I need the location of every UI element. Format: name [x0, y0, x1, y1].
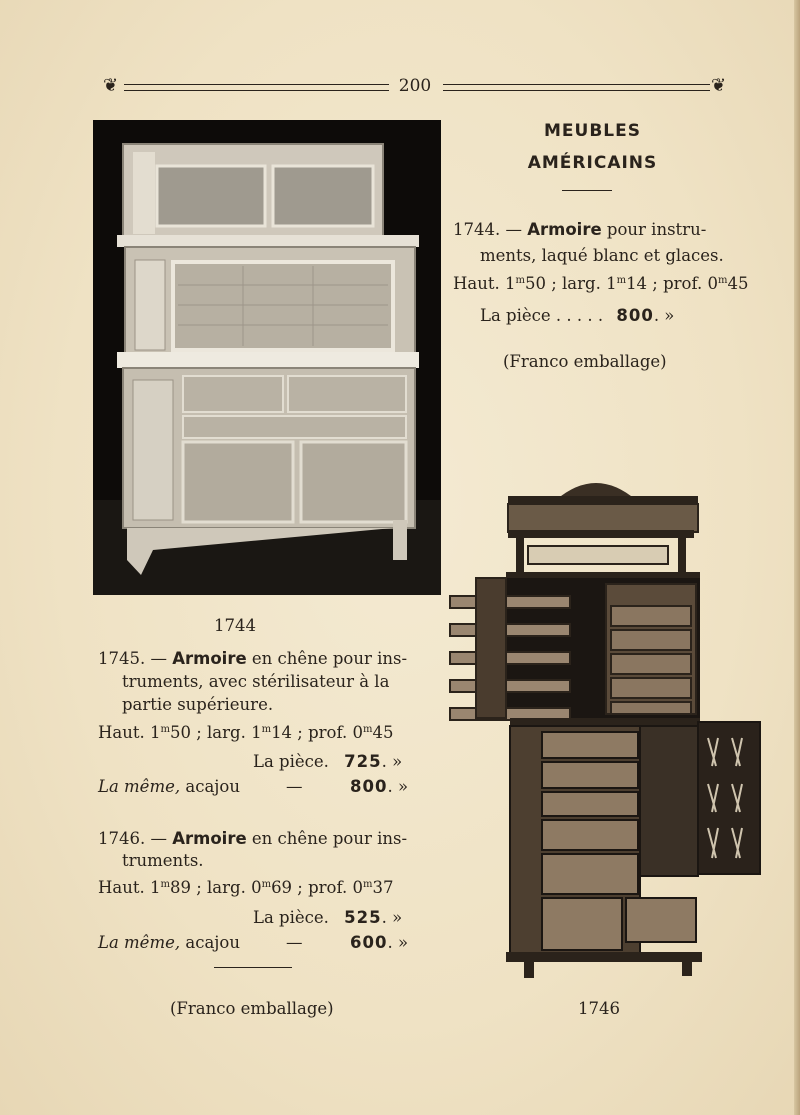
- item-1745-piece-label: La pièce.: [253, 752, 329, 771]
- dim-part: 69 ; prof. 0: [271, 878, 363, 897]
- item-1746-desc1: en chêne pour ins-: [251, 829, 408, 848]
- item-1745-price-line: [253, 749, 402, 775]
- item-1744-number: 1744.: [453, 220, 501, 239]
- item-1744-shipping: (Franco emballage): [503, 352, 667, 371]
- header-rule-left: [124, 84, 389, 91]
- item-1745-same-wood: acajou: [185, 777, 240, 796]
- dim-sup: m: [261, 724, 272, 735]
- caption-1744: 1744: [214, 616, 256, 635]
- dim-sup: m: [718, 275, 728, 286]
- item-1744-price-line: [480, 303, 674, 329]
- item-1744-piece-label: La pièce . . . . .: [480, 306, 604, 325]
- dim-part: 14 ; prof. 0: [626, 274, 718, 293]
- item-1746-same-label: La même,: [98, 933, 181, 952]
- footer-shipping: (Franco emballage): [170, 999, 334, 1018]
- page-number: 200: [398, 76, 432, 96]
- item-1744-price-suffix: . »: [653, 306, 675, 325]
- dim-sup: m: [363, 879, 373, 890]
- item-1744-desc1: pour instru-: [606, 220, 707, 239]
- item-1745-dash: —: [150, 649, 167, 668]
- dim-sup: m: [261, 879, 272, 890]
- dim-part: 45: [727, 274, 749, 293]
- item-1746-price: 525: [344, 908, 382, 927]
- dim-part: Haut. 1: [98, 723, 161, 742]
- item-1745-name: Armoire: [172, 649, 247, 668]
- item-1746-dimensions: [98, 875, 393, 901]
- item-1745-same-price: 800: [350, 777, 388, 796]
- item-1745-desc1: en chêne pour ins-: [251, 649, 408, 668]
- item-1744-line1: [453, 217, 706, 243]
- section-title-line2: AMÉRICAINS: [527, 153, 658, 173]
- dim-part: 45: [372, 723, 394, 742]
- item-1746-piece-label: La pièce.: [253, 908, 329, 927]
- dim-sup: m: [616, 275, 627, 286]
- item-1744-desc2: ments, laqué blanc et glaces.: [480, 246, 724, 265]
- item-1745-same-price-line: [350, 774, 408, 800]
- item-1745-price-suffix: . »: [381, 752, 403, 771]
- dim-sup: m: [160, 879, 170, 890]
- item-1746-same-price-line: [350, 930, 408, 956]
- item-1745-dimensions: [98, 720, 393, 746]
- item-1745-same-suffix: . »: [387, 777, 409, 796]
- item-1746-same-wood: acajou: [185, 933, 240, 952]
- item-1746-dash: —: [150, 829, 167, 848]
- item-1744-price: 800: [616, 306, 654, 325]
- page-edge: [794, 0, 800, 1115]
- item-1744-name: Armoire: [527, 220, 602, 239]
- item-1746-same-suffix: . »: [387, 933, 409, 952]
- item-1745-price: 725: [344, 752, 382, 771]
- item-1746-price-line: [253, 905, 402, 931]
- footer-rule: [214, 967, 292, 968]
- item-1746-name: Armoire: [172, 829, 247, 848]
- dim-sup: m: [160, 724, 170, 735]
- item-1746-desc2: truments.: [122, 851, 204, 870]
- header-rule-right: [443, 84, 710, 91]
- item-1745-same-dash: —: [286, 777, 303, 796]
- item-1746-price-suffix: . »: [381, 908, 403, 927]
- item-1745-same-label: La même,: [98, 777, 181, 796]
- section-title-line1: MEUBLES: [544, 121, 641, 141]
- dim-part: 89 ; larg. 0: [169, 878, 262, 897]
- dim-part: 50 ; larg. 1: [524, 274, 617, 293]
- photo-cabinet-1744: [93, 120, 441, 595]
- dim-part: 14 ; prof. 0: [271, 723, 363, 742]
- left-ornament-icon: ❦: [103, 75, 119, 96]
- dim-part: Haut. 1: [98, 878, 161, 897]
- right-ornament-icon: ❦: [711, 75, 727, 96]
- dim-part: Haut. 1: [453, 274, 516, 293]
- dim-part: 50 ; larg. 1: [169, 723, 262, 742]
- item-1744-dash: —: [505, 220, 522, 239]
- photo-cabinet-1746: [446, 466, 764, 982]
- item-1746-same-line: [98, 930, 240, 956]
- item-1745-number: 1745.: [98, 649, 146, 668]
- item-1745-same-line: [98, 774, 240, 800]
- caption-1746: 1746: [578, 999, 620, 1018]
- item-1746-same-price: 600: [350, 933, 388, 952]
- dim-sup: m: [363, 724, 373, 735]
- item-1744-dimensions: [453, 271, 748, 297]
- item-1745-desc2: truments, avec stérilisateur à la: [122, 672, 390, 691]
- title-rule: [562, 190, 612, 191]
- dim-part: 37: [372, 878, 394, 897]
- item-1745-desc3: partie supérieure.: [122, 695, 274, 714]
- item-1746-number: 1746.: [98, 829, 146, 848]
- item-1746-same-dash: —: [286, 933, 303, 952]
- dim-sup: m: [515, 275, 525, 286]
